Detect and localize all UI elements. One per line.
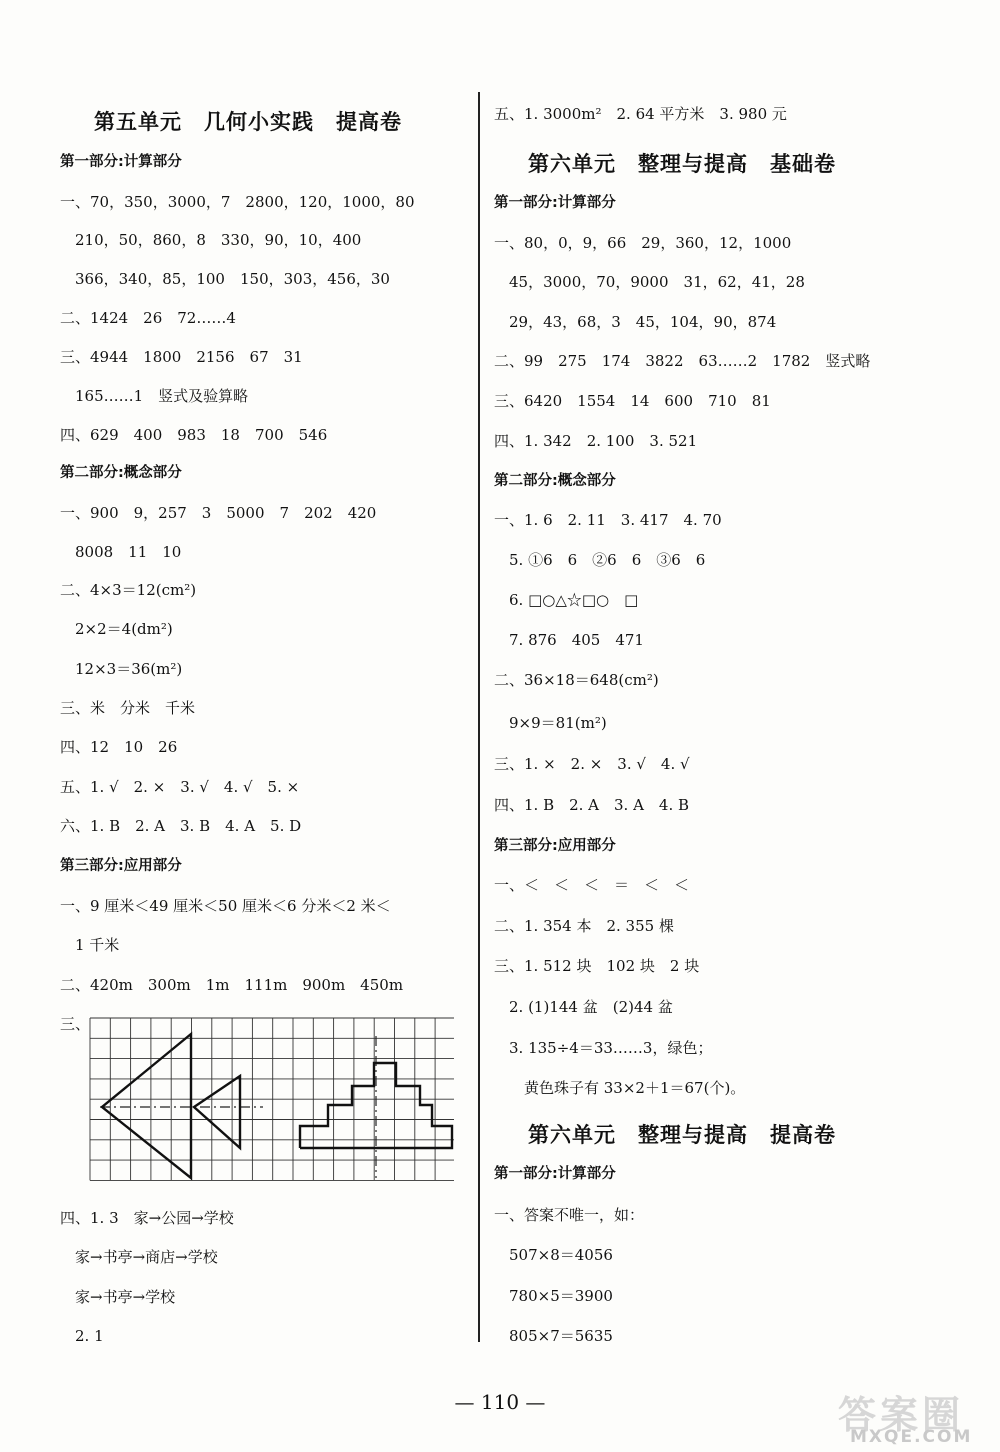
left-line: 210，50，860，8 330，90，10，400 — [60, 231, 362, 249]
right-section-heading: 第三部分:应用部分 — [494, 838, 616, 854]
left-line: 四、629 400 983 18 700 546 — [60, 426, 328, 444]
right-unit-title-advanced: 第六单元 整理与提高 提高卷 — [528, 1123, 836, 1147]
left-line: 家→书亭→商店→学校 — [60, 1248, 218, 1266]
column-divider — [478, 92, 480, 1342]
left-line: 2. 1 — [60, 1327, 104, 1345]
right-line: 一、答案不唯一，如： — [494, 1206, 645, 1224]
left-line: 一、900 9，257 3 5000 7 202 420 — [60, 504, 377, 522]
right-section-heading: 第一部分:计算部分 — [494, 1166, 616, 1182]
right-line: 5. ①6 6 ②6 6 ③6 6 — [494, 551, 706, 569]
right-line: 29，43，68，3 45，104，90，874 — [494, 313, 777, 331]
left-section-heading: 第二部分:概念部分 — [60, 465, 182, 481]
symmetry-grid-figure — [88, 1016, 454, 1190]
right-line: 二、36×18＝648(cm²) — [494, 671, 659, 689]
right-top-line: 五、1. 3000m² 2. 64 平方米 3. 980 元 — [494, 105, 787, 123]
right-line: 三、6420 1554 14 600 710 81 — [494, 392, 771, 410]
right-line: 二、1. 354 本 2. 355 棵 — [494, 917, 674, 935]
right-section-heading: 第二部分:概念部分 — [494, 473, 616, 489]
watermark-logo: 答 — [838, 1393, 877, 1437]
left-line: 366，340，85，100 150，303，456，30 — [60, 270, 390, 288]
left-line: 四、1. 3 家→公园→学校 — [60, 1209, 234, 1227]
right-line: 45，3000，70，9000 31，62，41，28 — [494, 273, 805, 291]
right-line: 一、＜ ＜ ＜ ＝ ＜ ＜ — [494, 876, 690, 894]
left-line: 家→书亭→学校 — [60, 1288, 176, 1306]
left-line: 1 千米 — [60, 936, 120, 954]
left-line: 三、4944 1800 2156 67 31 — [60, 348, 303, 366]
right-line: 6. □○△☆□○ □ — [494, 591, 639, 609]
left-section-heading: 第三部分:应用部分 — [60, 858, 182, 874]
right-line: 780×5＝3900 — [494, 1287, 613, 1305]
right-section-heading: 第一部分:计算部分 — [494, 195, 616, 211]
right-line: 四、1. 342 2. 100 3. 521 — [494, 432, 698, 450]
left-line: 五、1. √ 2. × 3. √ 4. √ 5. × — [60, 778, 300, 796]
left-line: 三、米 分米 千米 — [60, 699, 196, 717]
left-line: 六、1. B 2. A 3. B 4. A 5. D — [60, 817, 302, 835]
left-line: 8008 11 10 — [60, 543, 182, 561]
left-line: 二、4×3＝12(cm²) — [60, 581, 197, 599]
left-line: 三、 — [60, 1015, 91, 1033]
right-line: 805×7＝5635 — [494, 1327, 613, 1345]
right-line: 二、99 275 174 3822 63……2 1782 竖式略 — [494, 352, 871, 370]
watermark-logo: 圈 — [922, 1393, 961, 1437]
left-line: 12×3＝36(m²) — [60, 660, 183, 678]
left-line: 一、70，350，3000，7 2800，120，1000，80 — [60, 193, 415, 211]
right-line: 2. (1)144 盆 (2)44 盆 — [494, 998, 673, 1016]
right-line: 一、1. 6 2. 11 3. 417 4. 70 — [494, 511, 722, 529]
watermark-text: MXQE.COM — [850, 1427, 973, 1447]
right-line: 黄色珠子有 33×2＋1＝67(个)。 — [494, 1079, 746, 1097]
small-triangle — [194, 1076, 240, 1148]
right-line: 三、1. × 2. × 3. √ 4. √ — [494, 755, 690, 773]
left-section-heading: 第一部分:计算部分 — [60, 154, 182, 170]
right-line: 7. 876 405 471 — [494, 631, 644, 649]
right-line: 3. 135÷4＝33……3，绿色； — [494, 1039, 713, 1057]
left-line: 165……1 竖式及验算略 — [60, 387, 249, 405]
right-line: 507×8＝4056 — [494, 1246, 613, 1264]
left-line: 二、1424 26 72……4 — [60, 309, 236, 327]
grid-svg — [88, 1016, 454, 1186]
right-line: 9×9＝81(m²) — [494, 714, 607, 732]
left-line: 2×2＝4(dm²) — [60, 620, 173, 638]
left-unit-title: 第五单元 几何小实践 提高卷 — [94, 110, 402, 134]
large-triangle — [102, 1034, 191, 1178]
right-line: 三、1. 512 块 102 块 2 块 — [494, 957, 700, 975]
right-line: 一、80，0，9，66 29，360，12，1000 — [494, 234, 792, 252]
left-line: 一、9 厘米＜49 厘米＜50 厘米＜6 分米＜2 米＜ — [60, 897, 391, 915]
left-line: 四、12 10 26 — [60, 738, 178, 756]
right-line: 四、1. B 2. A 3. A 4. B — [494, 796, 690, 814]
page-number: — 110 — — [454, 1390, 546, 1414]
watermark-logo: 案 — [880, 1393, 919, 1437]
left-line: 二、420m 300m 1m 111m 900m 450m — [60, 976, 404, 994]
right-unit-title-basic: 第六单元 整理与提高 基础卷 — [528, 152, 836, 176]
